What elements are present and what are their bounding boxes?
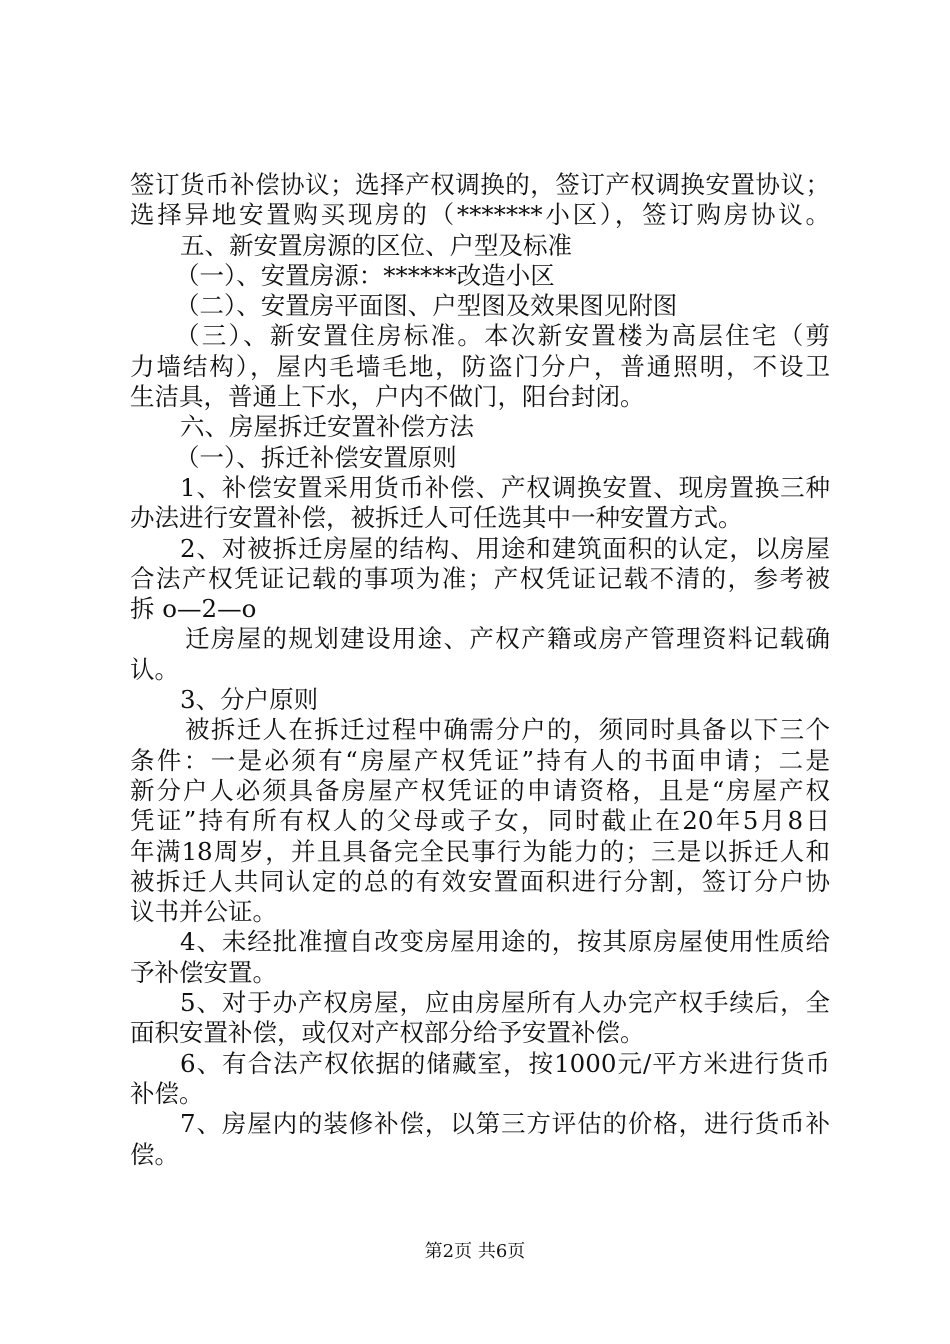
text-line: 力墙结构），屋内毛墙毛地，防盗门分户，普通照明，不设卫 [130,351,830,381]
section-heading: 六、房屋拆迁安置补偿方法 [180,412,474,442]
text-line: 2、对被拆迁房屋的结构、用途和建筑面积的认定，以房屋 [180,533,830,563]
text-line: 被拆迁人在拆迁过程中确需分户的，须同时具备以下三个 [185,715,830,745]
section-heading: 五、新安置房源的区位、户型及标准 [180,230,572,260]
text-line: 补偿。 [130,1078,204,1108]
text-line: （三）、新安置住房标准。本次新安置楼为高层住宅（剪 [175,321,830,351]
text-line: 1、补偿安置采用货币补偿、产权调换安置、现房置换三种 [180,472,830,502]
text-line: 办法进行安置补偿，被拆迁人可任选其中一种安置方式。 [130,503,743,533]
text-line: 拆 o—2—o [130,594,257,624]
text-line: 认。 [130,654,179,684]
subsection-heading: （一）、安置房源：******改造小区 [175,260,555,290]
text-line: 选择异地安置购买现房的（*******小区），签订购房协议。 [130,200,830,230]
page-footer [0,1240,950,1264]
text-line: 合法产权凭证记载的事项为准；产权凭证记载不清的，参考被 [130,563,830,593]
section-heading: 3、分户原则 [180,685,319,715]
text-line: 新分户人必须具备房屋产权凭证的申请资格，且是“房屋产权 [130,775,830,805]
text-line: 凭证”持有所有权人的父母或子女，同时截止在20年5月8日 [130,806,830,836]
text-line: 议书并公证。 [130,897,277,927]
text-line: 5、对于办产权房屋，应由房屋所有人办完产权手续后，全 [180,988,830,1018]
text-line: 被拆迁人共同认定的总的有效安置面积进行分割，签订分户协 [130,866,830,896]
text-line: 年满18周岁，并且具备完全民事行为能力的；三是以拆迁人和 [130,836,830,866]
text-line: 面积安置补偿，或仅对产权部分给予安置补偿。 [130,1018,645,1048]
text-line: 偿。 [130,1139,179,1169]
text-line: 迁房屋的规划建设用途、产权产籍或房产管理资料记载确 [185,624,830,654]
subsection-heading: （一）、拆迁补偿安置原则 [175,442,457,472]
subsection-heading: （二）、安置房平面图、户型图及效果图见附图 [175,291,678,321]
text-line: 予补偿安置。 [130,957,277,987]
text-line: 6、有合法产权依据的储藏室，按1000元/平方米进行货币 [180,1048,830,1078]
text-line: 签订货币补偿协议；选择产权调换的，签订产权调换安置协议； [130,170,830,199]
text-line: 生洁具，普通上下水，户内不做门，阳台封闭。 [130,382,645,412]
text-line: 4、未经批准擅自改变房屋用途的，按其原房屋使用性质给 [180,927,830,957]
page-number: 第2页 共6页 [424,1241,526,1262]
text-line: 条件：一是必须有“房屋产权凭证”持有人的书面申请；二是 [130,745,830,775]
document-body [130,170,830,1170]
text-line: 7、房屋内的装修补偿，以第三方评估的价格，进行货币补 [180,1109,830,1139]
